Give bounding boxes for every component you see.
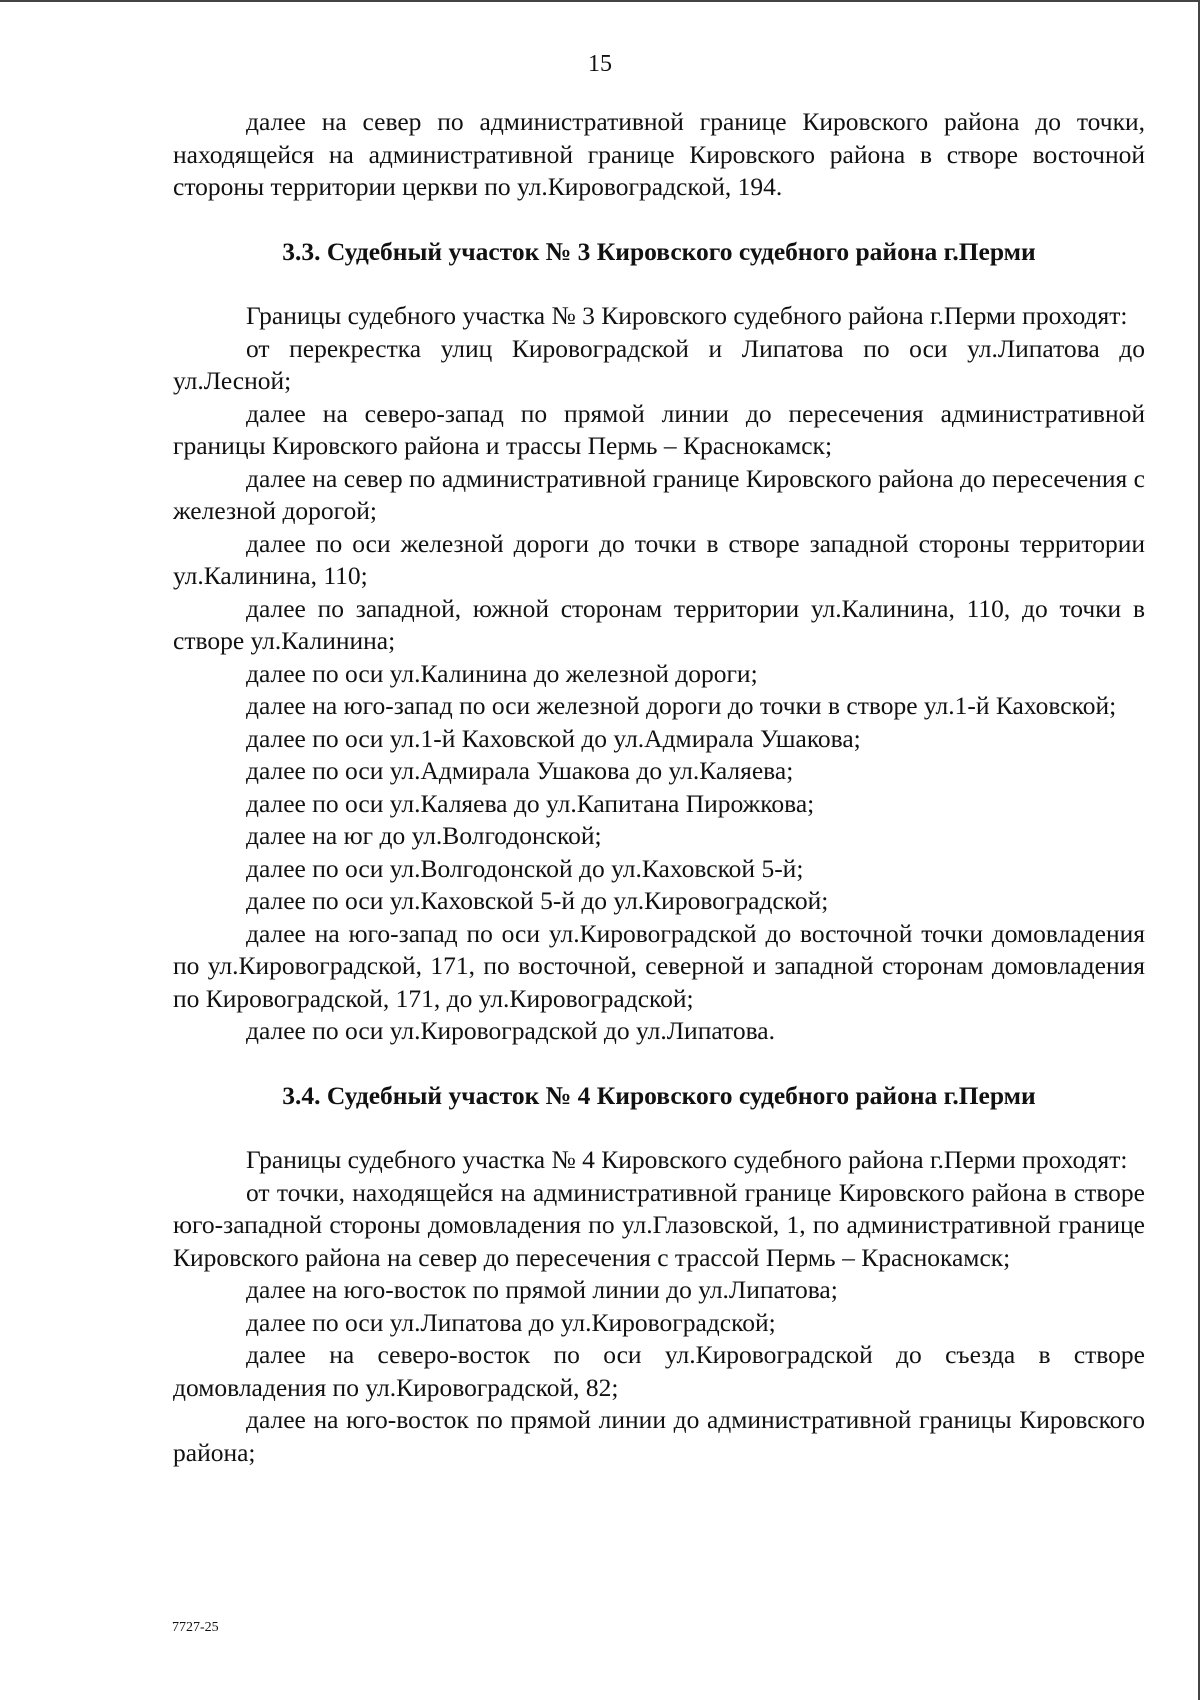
document-body (173, 106, 1145, 1469)
paragraph: далее по оси ул.Волгодонской до ул.Каховской 5-й; (246, 853, 804, 883)
document-code: 7727-25 (172, 1620, 219, 1635)
paragraph: далее на север по административной границе Кировского района до пересечения с железной дорогой; (173, 463, 1145, 525)
intro-paragraph: далее на север по административной границе Кировского района до точки, находящейся на административной границе Кировского района в створе восточной стороны территории церкви по ул.Кировоградской, 194. (173, 107, 1145, 201)
paragraph: далее по западной, южной сторонам территории ул.Калинина, 110, до точки в створе ул.Калинина; (173, 593, 1145, 655)
paragraph: далее на юг до ул.Волгодонской; (246, 821, 602, 850)
paragraph: далее по оси ул.Каховской 5-й до ул.Кировоградской; (246, 886, 829, 915)
paragraph: далее по оси железной дороги до точки в створе западной стороны территории ул.Калинина, 110; (173, 528, 1145, 590)
paragraph: Границы судебного участка № 4 Кировского судебного района г.Перми проходят: (246, 1145, 1128, 1174)
paragraph: далее по оси ул.Адмирала Ушакова до ул.Каляева; (246, 756, 794, 785)
paragraph: далее на северо-запад по прямой линии до пересечения административной границы Кировского района и трассы Пермь – Краснокамск; (173, 398, 1145, 460)
section-3-3-body (173, 300, 1145, 1048)
paragraph: далее по оси ул.Каляева до ул.Капитана Пирожкова; (246, 788, 815, 818)
section-heading-3-4: 3.4. Судебный участок № 4 Кировского судебного района г.Перми (282, 1080, 1036, 1110)
paragraph: далее на юго-восток по прямой линии до административной границы Кировского района; (173, 1405, 1145, 1467)
paragraph: далее на юго-запад по оси ул.Кировоградской до восточной точки домовладения по ул.Кировоградской, 171, по восточной, северной и западной сторонам домовладения по Кировоградской, 171, до ул.Кировоградской; (173, 918, 1145, 1013)
paragraph: далее на юго-восток по прямой линии до ул.Липатова; (246, 1275, 838, 1304)
paragraph: Границы судебного участка № 3 Кировского судебного района г.Перми проходят: (246, 301, 1128, 330)
paragraph: далее по оси ул.1-й Каховской до ул.Адмирала Ушакова; (246, 723, 861, 753)
paragraph: далее по оси ул.Липатова до ул.Кировоградской; (246, 1307, 776, 1337)
page-number: 15 (588, 51, 612, 77)
paragraph: далее на северо-восток по оси ул.Кировоградской до съезда в створе домовладения по ул.Кировоградской, 82; (173, 1340, 1145, 1402)
section-heading-3-3: 3.3. Судебный участок № 3 Кировского судебного района г.Перми (282, 236, 1036, 266)
paragraph: далее по оси ул.Кировоградской до ул.Липатова. (246, 1016, 775, 1045)
paragraph: от точки, находящейся на административной границе Кировского района в створе юго-западной стороны домовладения по ул.Глазовской, 1, по административной границе Кировского района на север до пересечения с трассой Пермь – Краснокамск; (173, 1177, 1145, 1272)
section-3-4-body (173, 1144, 1145, 1469)
paragraph: от перекрестка улиц Кировоградской и Липатова по оси ул.Липатова до ул.Лесной; (173, 333, 1145, 395)
paragraph: далее на юго-запад по оси железной дороги до точки в створе ул.1-й Каховской; (246, 691, 1117, 720)
paragraph: далее по оси ул.Калинина до железной дороги; (246, 658, 758, 688)
